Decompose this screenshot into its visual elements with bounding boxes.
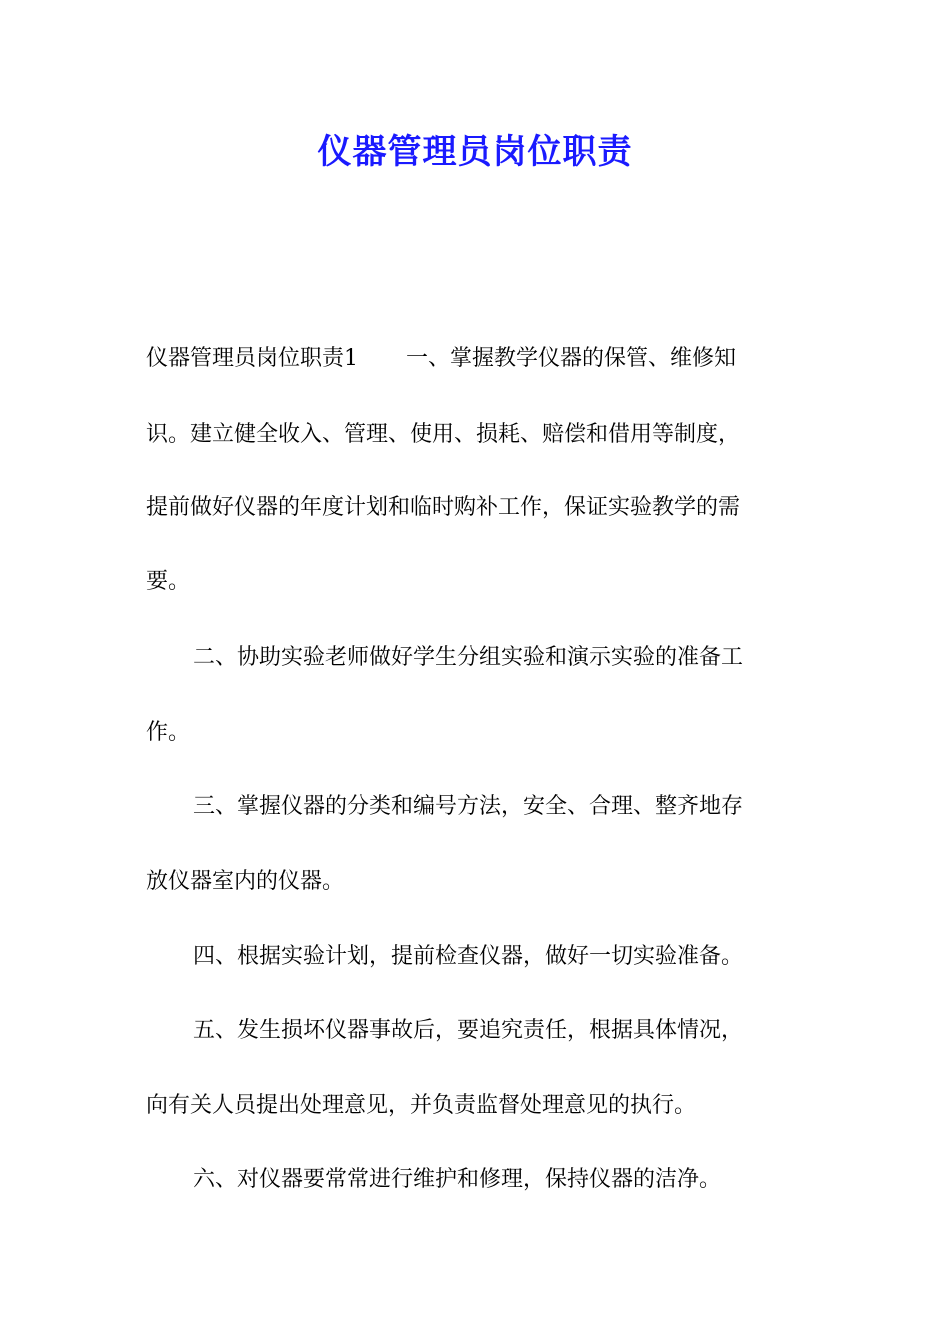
paragraph-3-line-1: 三、掌握仪器的分类和编号方法，安全、合理、整齐地存 <box>193 794 744 819</box>
paragraph-1-line-4: 要。 <box>146 569 191 594</box>
paragraph-5-line-2: 向有关人员提出处理意见，并负责监督处理意见的执行。 <box>146 1093 697 1118</box>
document-title: 仪器管理员岗位职责 <box>317 132 633 172</box>
paragraph-1-line-2: 识。建立健全收入、管理、使用、损耗、赔偿和借用等制度， <box>146 422 741 447</box>
paragraph-1-line-3: 提前做好仪器的年度计划和临时购补工作，保证实验教学的需 <box>146 495 741 520</box>
paragraph-6-line-1: 六、对仪器要常常进行维护和修理，保持仪器的洁净。 <box>193 1167 722 1192</box>
paragraph-3-line-2: 放仪器室内的仪器。 <box>146 869 345 894</box>
section-heading: 仪器管理员岗位职责1 <box>146 346 358 371</box>
paragraph-2-line-1: 二、协助实验老师做好学生分组实验和演示实验的准备工 <box>193 645 744 670</box>
paragraph-5-line-1: 五、发生损坏仪器事故后，要追究责任，根据具体情况， <box>193 1018 744 1043</box>
paragraph-4-line-1: 四、根据实验计划，提前检查仪器，做好一切实验准备。 <box>193 944 744 969</box>
paragraph-2-line-2: 作。 <box>146 720 191 745</box>
paragraph-1-line-1 <box>146 343 736 375</box>
paragraph-text: 一、掌握教学仪器的保管、维修知 <box>406 346 737 371</box>
